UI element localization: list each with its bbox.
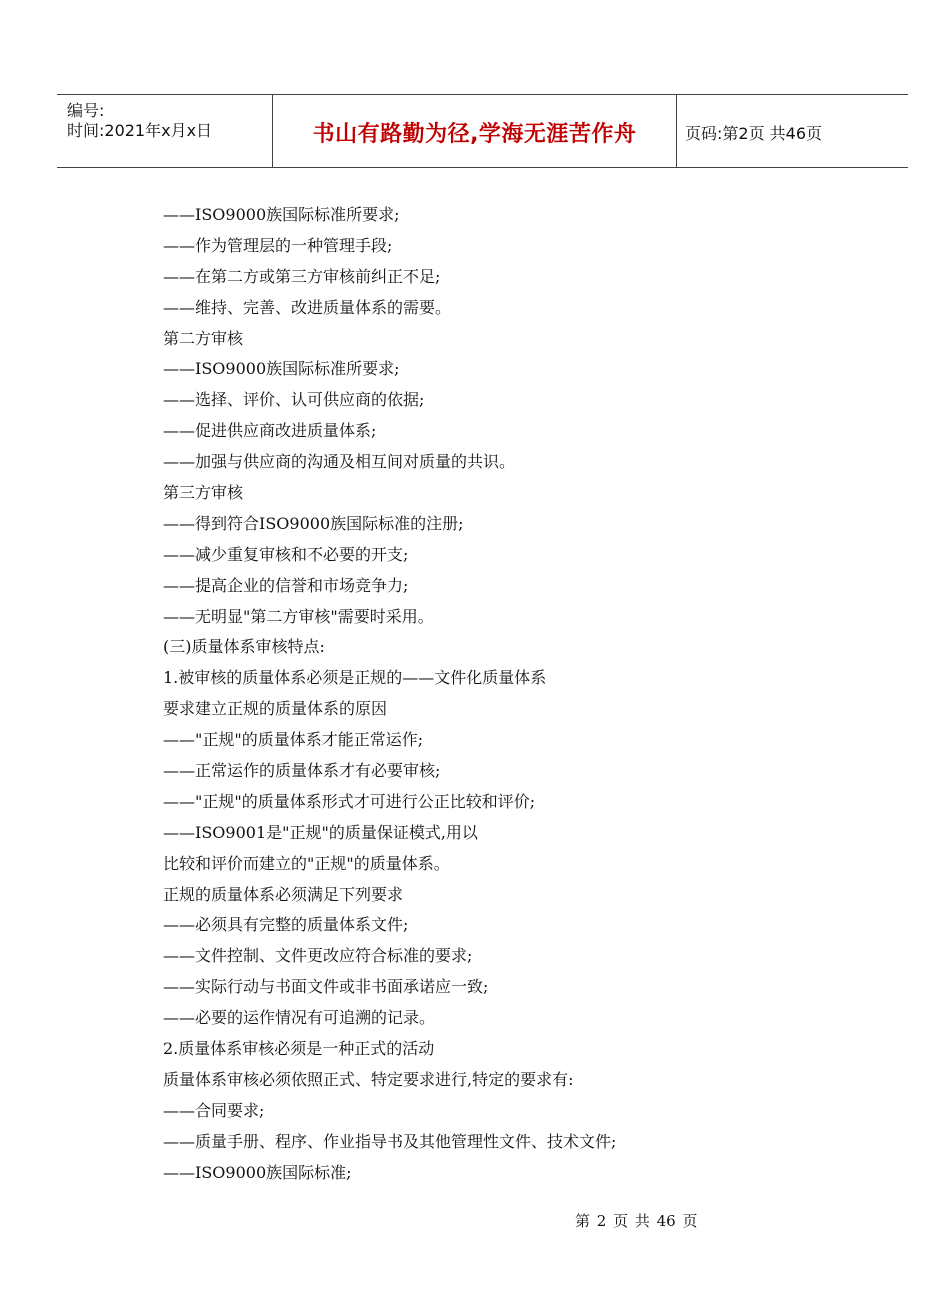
text-line: ——质量手册、程序、作业指导书及其他管理性文件、技术文件; [163,1131,617,1151]
section-heading: (三)质量体系审核特点: [163,637,325,657]
page-footer: 第 2 页 共 46 页 [575,1212,698,1230]
section-heading: 第三方审核 [163,483,244,503]
page-header [57,94,908,168]
document-number-label: 编号: [67,101,105,120]
text-line: ——必要的运作情况有可追溯的记录。 [163,1008,436,1028]
text-line: ——无明显"第二方审核"需要时采用。 [163,606,434,626]
text-line: ——ISO9000族国际标准所要求; [163,359,400,379]
header-motto-cell [272,95,677,167]
text-line: ——正常运作的质量体系才有必要审核; [163,761,441,781]
text-line: ——促进供应商改进质量体系; [163,421,377,441]
text-line: ——必须具有完整的质量体系文件; [163,915,409,935]
text-line: ——合同要求; [163,1100,265,1120]
text-line: ——"正规"的质量体系形式才可进行公正比较和评价; [163,791,536,811]
text-line: ——提高企业的信誉和市场竞争力; [163,575,409,595]
header-page-code: 页码:第2页 共46页 [685,124,823,143]
header-page-cell [677,95,908,167]
text-line: 要求建立正规的质量体系的原因 [163,699,388,719]
document-body [163,200,883,1189]
text-line: 比较和评价而建立的"正规"的质量体系。 [163,853,450,873]
header-info-cell [57,95,272,167]
text-line: ——ISO9001是"正规"的质量保证模式,用以 [163,822,478,842]
text-line: ——在第二方或第三方审核前纠正不足; [163,266,441,286]
text-line: 2.质量体系审核必须是一种正式的活动 [163,1039,435,1059]
text-line: ——"正规"的质量体系才能正常运作; [163,730,424,750]
text-line: ——实际行动与书面文件或非书面承诺应一致; [163,977,489,997]
section-heading: 第二方审核 [163,328,244,348]
text-line: ——作为管理层的一种管理手段; [163,235,393,255]
header-motto: 书山有路勤为径,学海无涯苦作舟 [312,122,637,147]
text-line: 正规的质量体系必须满足下列要求 [163,884,404,904]
document-time-label: 时间:2021年x月x日 [67,121,213,140]
text-line: 1.被审核的质量体系必须是正规的——文件化质量体系 [163,668,547,688]
text-line: ——维持、完善、改进质量体系的需要。 [163,297,452,317]
text-line: ——加强与供应商的沟通及相互间对质量的共识。 [163,452,516,472]
text-line: ——得到符合ISO9000族国际标准的注册; [163,513,464,533]
text-line: 质量体系审核必须依照正式、特定要求进行,特定的要求有: [163,1069,574,1089]
text-line: ——选择、评价、认可供应商的依据; [163,390,425,410]
text-line: ——减少重复审核和不必要的开支; [163,544,409,564]
text-line: ——文件控制、文件更改应符合标准的要求; [163,946,473,966]
text-line: ——ISO9000族国际标准所要求; [163,205,400,224]
text-line: ——ISO9000族国际标准; [163,1162,352,1182]
